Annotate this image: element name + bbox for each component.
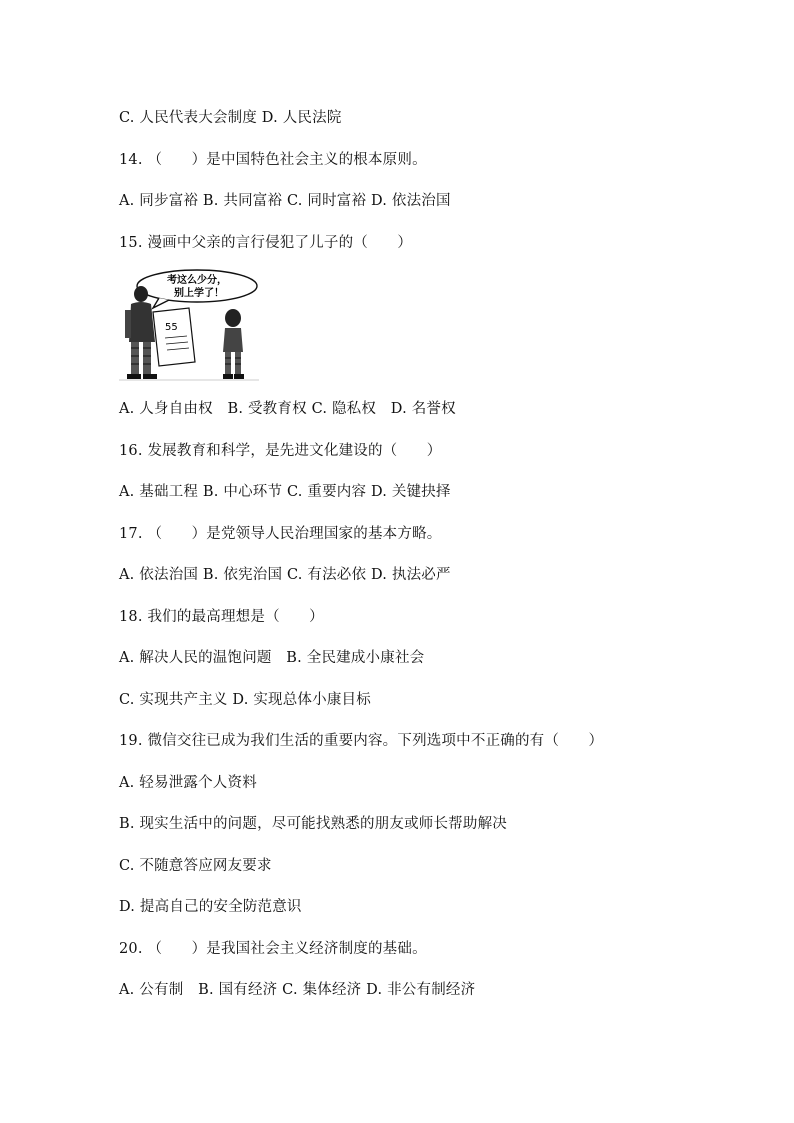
test-score: 55 [165,322,178,333]
question-18-options-cd: C. 实现共产主义 D. 实现总体小康目标 [119,692,371,708]
question-15-options: A. 人身自由权 B. 受教育权 C. 隐私权 D. 名誉权 [119,401,456,417]
question-19-option-b: B. 现实生活中的问题，尽可能找熟悉的朋友或师长帮助解决 [119,816,507,832]
question-18: 18. 我们的最高理想是（ ） [119,609,324,625]
cartoon-illustration [119,268,259,382]
question-20: 20. （ ）是我国社会主义经济制度的基础。 [119,941,427,957]
question-19-option-c: C. 不随意答应网友要求 [119,858,272,874]
question-19: 19. 微信交往已成为我们生活的重要内容。下列选项中不正确的有（ ） [119,733,604,749]
question-16-options: A. 基础工程 B. 中心环节 C. 重要内容 D. 关键抉择 [119,484,451,500]
speech-bubble-line-2: 别上学了！ [174,288,224,299]
question-20-options: A. 公有制 B. 国有经济 C. 集体经济 D. 非公有制经济 [119,982,476,998]
question-19-option-d: D. 提高自己的安全防范意识 [119,899,302,915]
question-17-options: A. 依法治国 B. 依宪治国 C. 有法必依 D. 执法必严 [119,567,451,583]
question-14: 14. （ ）是中国特色社会主义的根本原则。 [119,152,427,168]
question-14-options: A. 同步富裕 B. 共同富裕 C. 同时富裕 D. 依法治国 [119,193,451,209]
son-figure [223,309,244,379]
question-16: 16. 发展教育和科学，是先进文化建设的（ ） [119,443,442,459]
speech-bubble-line-1: 考这么少分， [167,275,227,286]
question-17: 17. （ ）是党领导人民治理国家的基本方略。 [119,526,442,542]
line-q13-options-cd: C. 人民代表大会制度 D. 人民法院 [119,110,342,126]
question-18-options-ab: A. 解决人民的温饱问题 B. 全民建成小康社会 [119,650,425,666]
father-figure [125,286,157,379]
question-19-option-a: A. 轻易泄露个人资料 [119,775,257,791]
test-paper [153,308,195,366]
question-15: 15. 漫画中父亲的言行侵犯了儿子的（ ） [119,235,413,251]
